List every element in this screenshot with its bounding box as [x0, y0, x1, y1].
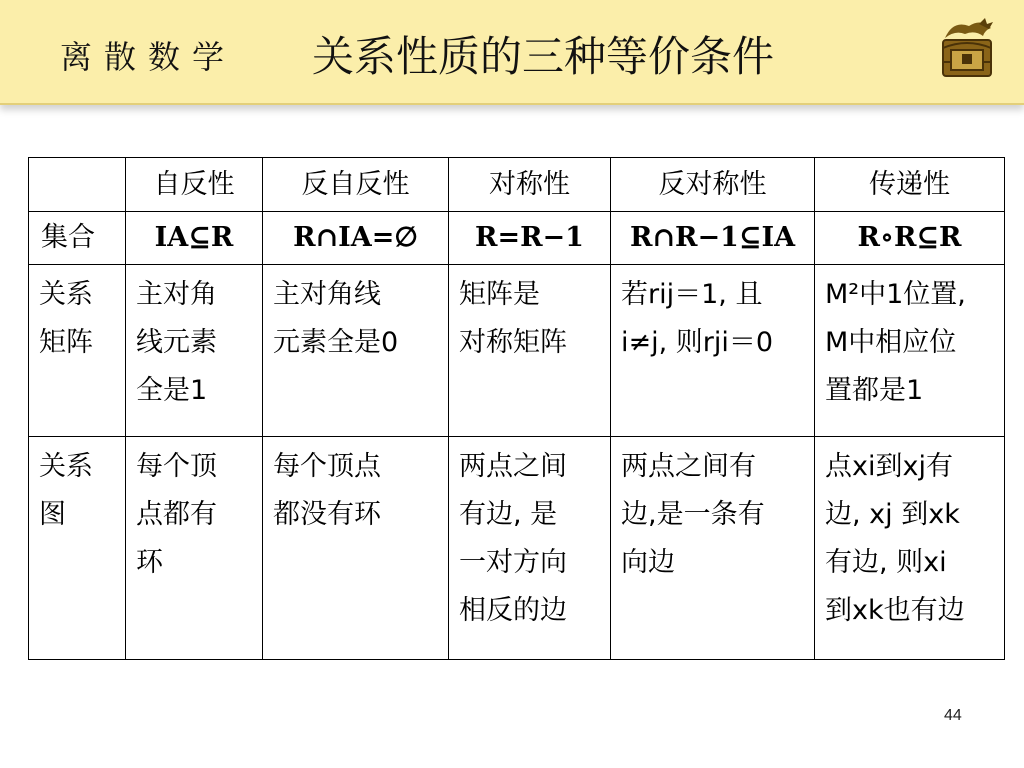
header-row: [29, 158, 1005, 212]
row-label-graph: 关系 图: [29, 437, 126, 660]
col-header-symmetric: 对称性: [449, 158, 611, 212]
col-header-transitive: 传递性: [815, 158, 1005, 212]
graph-cell-antisymmetric: 两点之间有 边,是一条有 向边: [611, 437, 815, 660]
col-header-antisymmetric: 反对称性: [611, 158, 815, 212]
page-number: 44: [944, 707, 962, 724]
matrix-cell-transitive: M²中1位置, M中相应位 置都是1: [815, 265, 1005, 437]
table-row-matrix: [29, 265, 1005, 437]
set-cell-transitive: R∘R⊆R: [815, 212, 1005, 265]
treasure-chest-dragon-icon: [935, 16, 999, 80]
table-row-graph: [29, 437, 1005, 660]
set-cell-antisymmetric: R∩R−1⊆IA: [611, 212, 815, 265]
course-title: 离散数学: [60, 38, 237, 76]
corner-cell: [29, 158, 126, 212]
table-row-set: [29, 212, 1005, 265]
graph-cell-irreflexive: 每个顶点 都没有环: [263, 437, 449, 660]
set-cell-symmetric: R=R−1: [449, 212, 611, 265]
equivalence-table: [28, 157, 1005, 660]
set-cell-reflexive: IA⊆R: [126, 212, 263, 265]
matrix-cell-symmetric: 矩阵是 对称矩阵: [449, 265, 611, 437]
graph-cell-transitive: 点xi到xj有 边, xj 到xk 有边, 则xi 到xk也有边: [815, 437, 1005, 660]
set-cell-irreflexive: R∩IA=∅: [263, 212, 449, 265]
slide-title: 关系性质的三种等价条件: [312, 32, 775, 81]
graph-cell-symmetric: 两点之间 有边, 是 一对方向 相反的边: [449, 437, 611, 660]
col-header-reflexive: 自反性: [126, 158, 263, 212]
slide-header: [0, 0, 1024, 105]
graph-cell-reflexive: 每个顶 点都有 环: [126, 437, 263, 660]
matrix-cell-antisymmetric: 若rij＝1, 且 i≠j, 则rji＝0: [611, 265, 815, 437]
row-label-set: 集合: [29, 212, 126, 265]
matrix-cell-reflexive: 主对角 线元素 全是1: [126, 265, 263, 437]
row-label-matrix: 关系 矩阵: [29, 265, 126, 437]
col-header-irreflexive: 反自反性: [263, 158, 449, 212]
matrix-cell-irreflexive: 主对角线 元素全是0: [263, 265, 449, 437]
